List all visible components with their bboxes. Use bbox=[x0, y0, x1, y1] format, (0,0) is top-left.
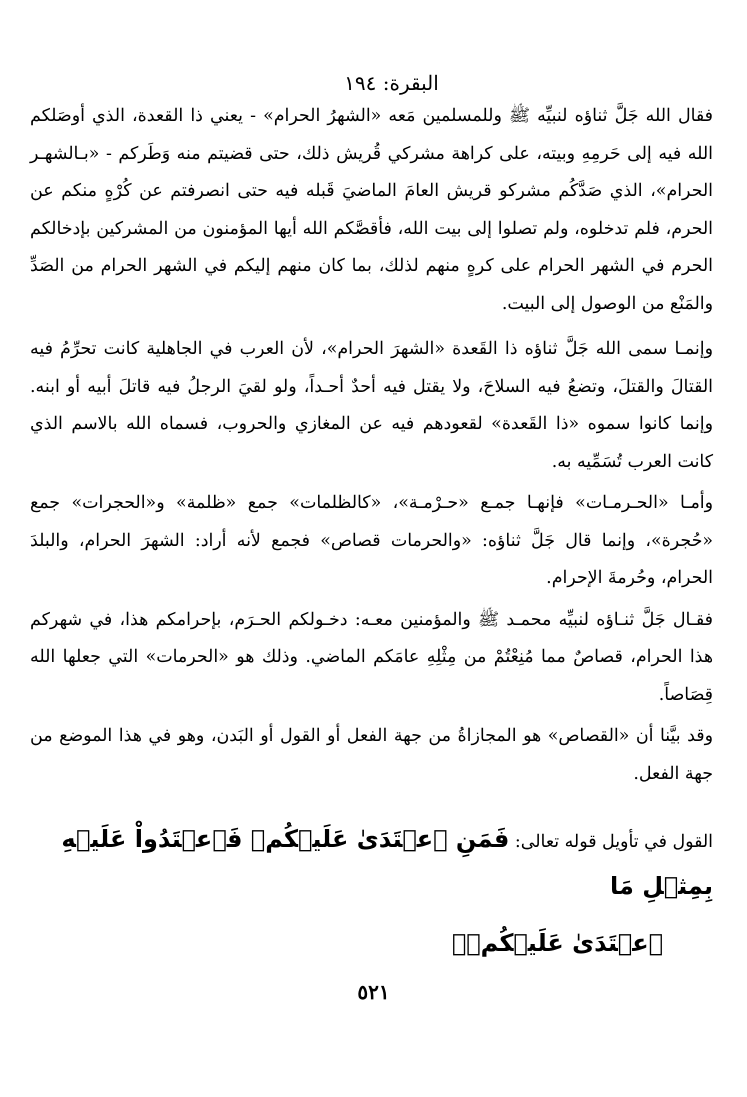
quran-verse-line-1: فَمَنِ ٱعۡتَدَىٰ عَلَيۡكُمۡ فَٱعۡتَدُواْ عَلَيۡهِ بِمِثۡلِ مَا bbox=[61, 825, 713, 900]
page-header bbox=[30, 68, 713, 98]
paragraph-2: وإنمـا سمى الله جَلَّ ثناؤه ذا القَعدة «الشهرَ الحرام»، لأن العرب في الجاهلية كانت تحرِّمُ فيه القتالَ والقتلَ، وتضعُ فيه السلاحَ، ولا يقتل فيه أحدٌ أحـداً، ولو لقيَ الرجلُ فيه قاتلَ أبيه أو ابنه. وإنما كانوا سموه «ذا القَعدة» لقعودهم فيه عن المغازي والحروب، فسماه الله بالاسم الذي كانت العرب تُسَمِّيه به. bbox=[30, 339, 713, 472]
page-number: ٥٢١ bbox=[357, 980, 390, 1004]
surah-verse-reference: البقرة: ١٩٤ bbox=[344, 71, 439, 95]
quran-section bbox=[30, 817, 713, 965]
quran-intro-line bbox=[30, 817, 713, 911]
quran-intro: القول في تأويل قوله تعالى: bbox=[514, 832, 713, 852]
quran-verse-line-2: ٱعۡتَدَىٰ عَلَيۡكُمۡۚ bbox=[451, 929, 663, 957]
paragraph-5: وقد بيَّنا أن «القصاص» هو المجازاةُ من جهة الفعل أو القول أو البَدن، وهو في هذا الموضع من جهة الفعل. bbox=[30, 726, 713, 784]
paragraph-1: فقال الله جَلَّ ثناؤه لنبيِّه ﷺ وللمسلمين مَعه «الشهرُ الحرام» - يعني ذا القعدة، الذي أوصَلكم الله فيه إلى حَرمِهِ وبيته، على كراهة مشركي قُريش ذلك، حتى قضيتم منه وَطَركم - «بـالشهـر الحرام»، الذي صَدَّكُم مشركو قريش العامَ الماضيَ قَبله فيه حتى انصرفتم عن كُرْهٍ منكم عن الحرم، فلم تدخلوه، ولم تصلوا إلى بيت الله، فأقصَّكم الله أيها المؤمنون من المشركين بإدخالكم الحرم في الشهر الحرام على كرهٍ منهم لذلك، بما كان منهم إليكم في الشهر الحرام من الصَدِّ والمَنْع من الوصول إلى البيت. bbox=[30, 106, 713, 314]
paragraph-4: فقـال جَلَّ ثنـاؤه لنبيِّه محمـد ﷺ والمؤمنين معـه: دخـولكم الحـرَم، بإحرامكم هذا، في شهركم هذا الحرام، قصاصٌ مما مُنِعْتُمْ من مِثْلِهِ عامَكم الماضي. وذلك هو «الحرمات» التي جعلها الله قِصَاصاً. bbox=[30, 609, 713, 705]
paragraph-3: وأمـا «الحـرمـات» فإنهـا جمـع «حـرْمـة»، «كالظلمات» جمع «ظلمة» و«الحجرات» جمع «حُجرة»، وإنما قال جَلَّ ثناؤه: «والحرمات قصاص» فجمع لأنه أراد: الشهرَ الحرام، والبلدَ الحرام، وحُرمةَ الإحرام. bbox=[30, 493, 713, 588]
